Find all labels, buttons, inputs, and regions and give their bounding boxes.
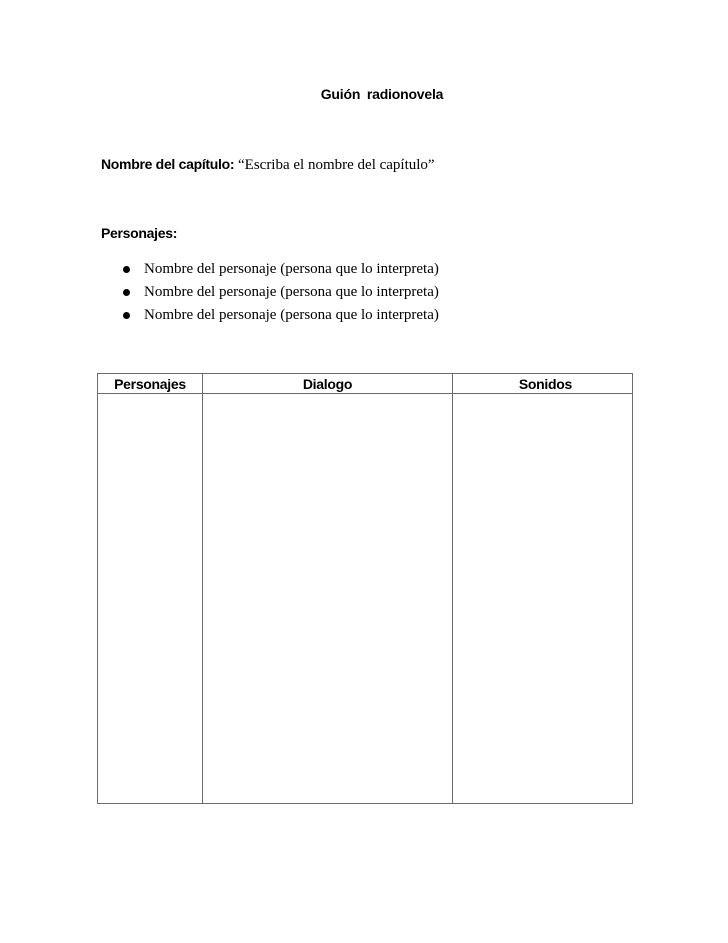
personajes-cell[interactable] bbox=[98, 394, 203, 804]
bullet-icon bbox=[123, 289, 130, 296]
header-dialogo: Dialogo bbox=[203, 374, 453, 394]
characters-heading: Personajes: bbox=[101, 225, 178, 241]
table-header-row bbox=[98, 374, 633, 394]
character-entry: Nombre del personaje (persona que lo interpreta) bbox=[144, 307, 439, 323]
bullet-icon bbox=[123, 312, 130, 319]
bullet-icon bbox=[123, 266, 130, 273]
character-list-item bbox=[122, 304, 439, 327]
character-list bbox=[122, 258, 439, 327]
character-list-item bbox=[122, 258, 439, 281]
chapter-name-value: “Escriba el nombre del capítulo” bbox=[238, 157, 435, 173]
script-table bbox=[97, 373, 633, 804]
character-entry: Nombre del personaje (persona que lo interpreta) bbox=[144, 284, 439, 300]
character-entry: Nombre del personaje (persona que lo interpreta) bbox=[144, 261, 439, 277]
dialogo-cell[interactable] bbox=[203, 394, 453, 804]
page-title: Guión radionovela bbox=[320, 86, 444, 102]
header-sonidos: Sonidos bbox=[453, 374, 633, 394]
table-row bbox=[98, 394, 633, 804]
sonidos-cell[interactable] bbox=[453, 394, 633, 804]
chapter-name-line bbox=[101, 156, 435, 174]
character-list-item bbox=[122, 281, 439, 304]
chapter-name-label: Nombre del capítulo: bbox=[101, 156, 235, 172]
header-personajes: Personajes bbox=[98, 374, 203, 394]
